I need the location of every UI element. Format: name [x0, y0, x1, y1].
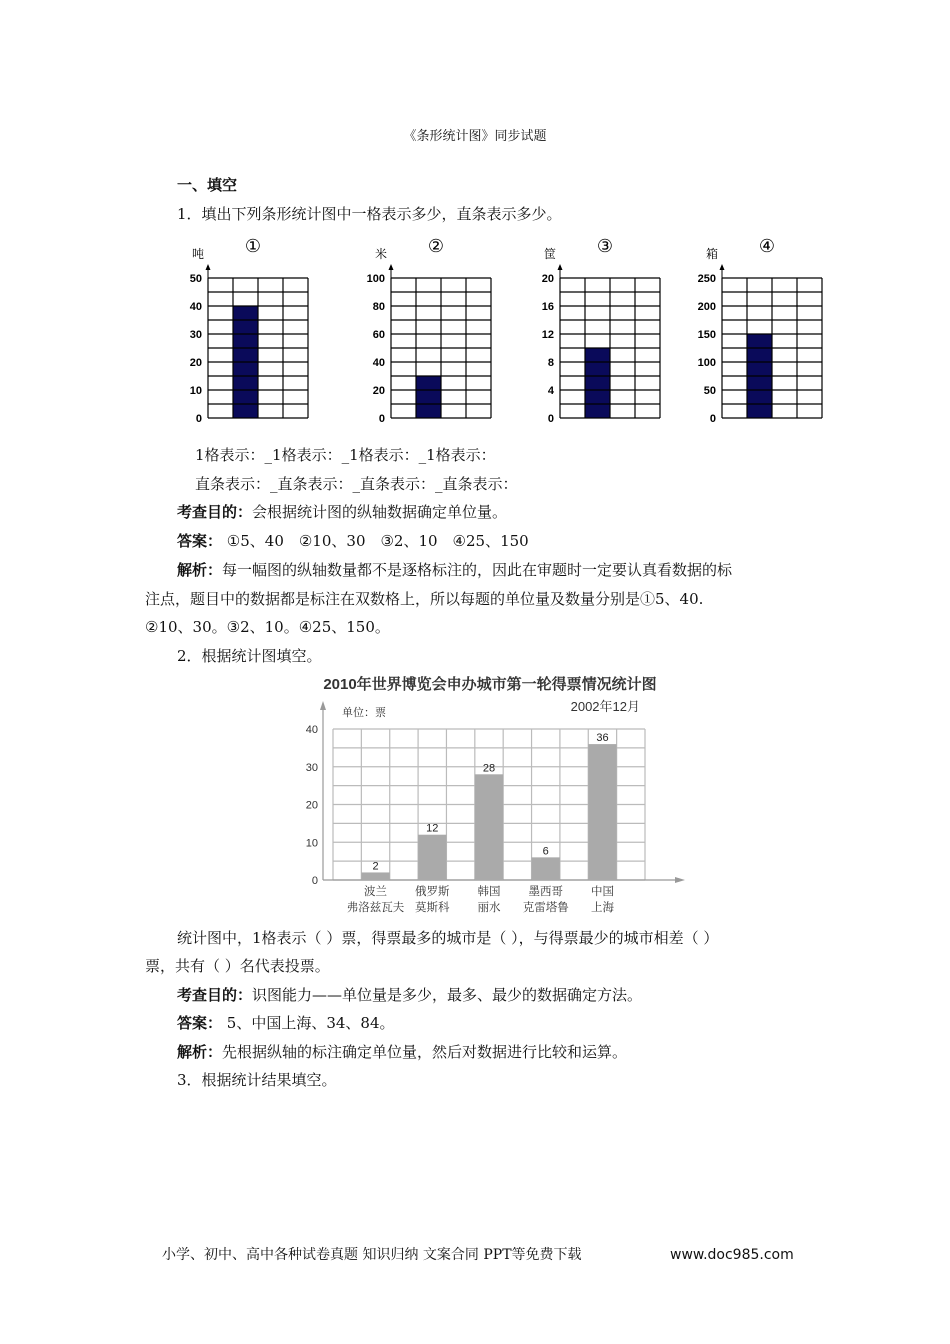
q1-grid-blanks: 1格表示：_1格表示：_1格表示：_1格表示：: [195, 446, 496, 464]
answer-text: ①5、40 ②10、30 ③2、10 ④25、150: [222, 532, 529, 550]
y-tick-label: 8: [547, 357, 554, 369]
bar: [475, 774, 503, 880]
answer-label: 答案：: [177, 532, 223, 550]
y-tick-label: 0: [195, 413, 202, 425]
y-tick-label: 0: [709, 413, 716, 425]
y-tick-label: 60: [372, 329, 385, 341]
bar-value-label: 6: [542, 845, 549, 858]
x-tick-label: 弗洛兹瓦夫: [346, 902, 405, 914]
question-2-prompt: 2．根据统计图填空。: [177, 647, 322, 665]
y-tick-label: 20: [541, 273, 554, 285]
chart-number: ③: [596, 236, 614, 256]
y-tick-label: 50: [189, 273, 202, 285]
y-tick-label: 150: [697, 329, 716, 341]
y-tick-label: 40: [305, 724, 318, 736]
x-tick-label: 上海: [590, 902, 614, 914]
y-tick-label: 30: [189, 329, 202, 341]
axis-arrow-icon: [389, 264, 394, 270]
purpose-label: 考查目的：: [177, 986, 253, 1004]
y-tick-label: 16: [541, 301, 554, 313]
bar: [532, 857, 560, 880]
document-title: 《条形统计图》同步试题: [403, 129, 547, 144]
analysis-text: 先根据纵轴的标注确定单位量，然后对数据进行比较和运算。: [222, 1043, 628, 1061]
bar: [416, 376, 441, 418]
x-tick-label: 中国: [590, 886, 614, 898]
y-tick-label: 30: [305, 761, 318, 774]
chart-date: 2002年12月: [570, 699, 640, 714]
x-tick-label: 韩国: [477, 886, 501, 898]
y-tick-label: 50: [703, 385, 716, 397]
y-axis-unit: 单位：票: [342, 707, 386, 719]
y-tick-label: 20: [189, 357, 202, 369]
y-tick-label: 0: [378, 413, 385, 425]
chart-number: ④: [758, 236, 776, 256]
y-tick-label: 100: [697, 357, 716, 369]
y-tick-label: 20: [305, 799, 318, 812]
question-3-prompt: 3．根据统计结果填空。: [177, 1071, 337, 1089]
bar-value-label: 36: [596, 732, 609, 745]
bar: [418, 835, 446, 880]
purpose-text: 识图能力——单位量是多少，最多、最少的数据确定方法。: [252, 986, 643, 1004]
x-tick-label: 墨西哥: [528, 886, 563, 898]
question-1-prompt: 1．填出下列条形统计图中一格表示多少，直条表示多少。: [177, 205, 562, 223]
answer-text: 5、中国上海、34、84。: [222, 1014, 395, 1032]
y-axis-unit: 米: [374, 247, 387, 261]
purpose-text: 会根据统计图的纵轴数据确定单位量。: [252, 503, 508, 521]
q2-fill-text: 票，共有（ ）名代表投票。: [145, 957, 330, 975]
analysis-text: 每一幅图的纵轴数量都不是逐格标注的，因此在审题时一定要认真看数据的标: [222, 561, 733, 579]
footer-link[interactable]: www.doc985.com: [670, 1247, 794, 1263]
y-tick-label: 100: [366, 273, 385, 285]
analysis-text: 注点，题目中的数据都是标注在双数格上，所以每题的单位量及数量分别是①5、40.: [145, 590, 704, 608]
y-tick-label: 0: [311, 875, 318, 887]
y-tick-label: 0: [547, 413, 554, 425]
x-tick-label: 克雷塔鲁: [522, 902, 569, 914]
axis-arrow-icon: [558, 264, 563, 270]
y-tick-label: 200: [697, 301, 716, 313]
bar: [361, 872, 389, 880]
axis-arrow-icon: [720, 264, 725, 270]
y-tick-label: 20: [372, 385, 385, 397]
y-tick-label: 40: [189, 301, 202, 313]
bar-value-label: 28: [482, 762, 496, 775]
analysis-text: ②10、30。③2、10。④25、150。: [145, 618, 390, 636]
y-tick-label: 4: [547, 385, 554, 397]
footer-text: 小学、初中、高中各种试卷真题 知识归纳 文案合同 PPT等免费下载: [162, 1247, 582, 1263]
y-axis-unit: 筐: [543, 247, 556, 261]
bar: [585, 348, 610, 418]
x-tick-label: 丽水: [477, 902, 501, 914]
small-bar-charts: [0, 230, 950, 430]
y-axis-unit: 箱: [705, 247, 718, 261]
bar-value-label: 12: [426, 822, 439, 835]
x-tick-label: 俄罗斯: [415, 886, 450, 898]
y-axis-unit: 吨: [191, 247, 204, 261]
y-tick-label: 40: [372, 357, 385, 369]
x-tick-label: 莫斯科: [415, 902, 450, 914]
q2-fill-text: 统计图中，1格表示（ ）票，得票最多的城市是（ ），与得票最少的城市相差（ ）: [177, 929, 719, 947]
answer-label: 答案：: [177, 1014, 223, 1032]
q1-bar-blanks: 直条表示：_直条表示：_直条表示：_直条表示：: [195, 475, 518, 493]
y-tick-label: 10: [189, 385, 202, 397]
y-tick-label: 80: [372, 301, 385, 313]
purpose-label: 考查目的：: [177, 503, 253, 521]
y-tick-label: 250: [697, 273, 716, 285]
vote-bar-chart: [280, 665, 700, 920]
analysis-label: 解析：: [177, 1043, 223, 1061]
axis-arrow-icon: [320, 701, 326, 710]
y-tick-label: 12: [541, 329, 554, 341]
x-tick-label: 波兰: [364, 886, 388, 898]
axis-arrow-icon: [206, 264, 211, 270]
bar: [588, 744, 616, 880]
axis-arrow-icon: [675, 877, 685, 883]
chart-number: ②: [427, 236, 445, 256]
chart-title: 2010年世界博览会申办城市第一轮得票情况统计图: [323, 676, 657, 693]
chart-number: ①: [244, 236, 262, 256]
analysis-label: 解析：: [177, 561, 223, 579]
y-tick-label: 10: [305, 837, 318, 850]
bar-value-label: 2: [372, 860, 379, 873]
section-heading: 一、填空: [177, 176, 238, 194]
